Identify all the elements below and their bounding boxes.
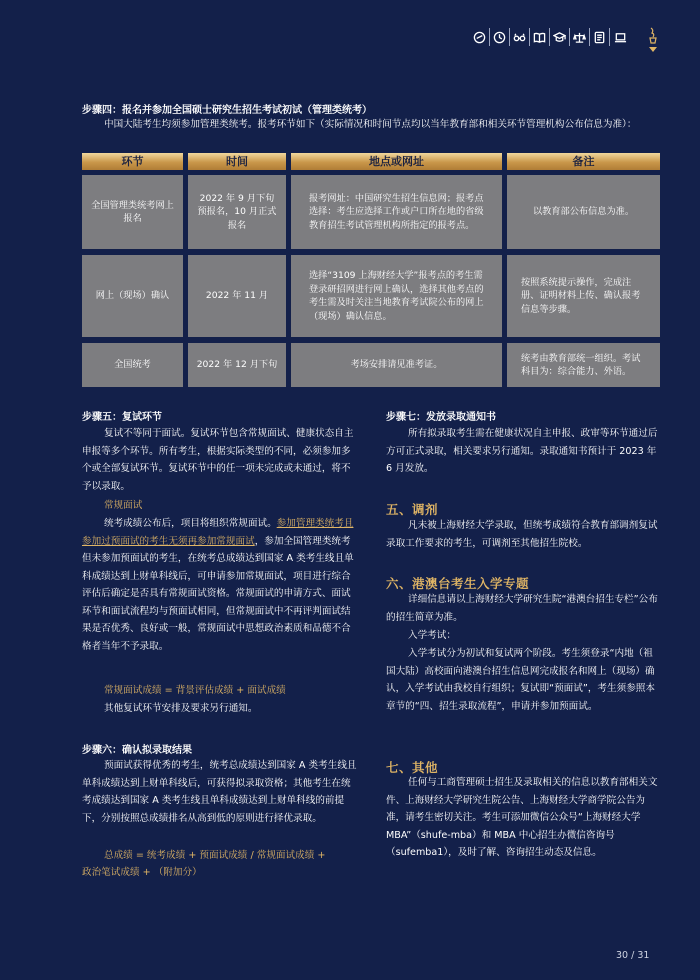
section5-heading: 五、调剂	[386, 502, 439, 517]
flag-icon[interactable]	[646, 26, 660, 54]
table-cell: 全国管理类统考网上报名	[82, 175, 183, 249]
laptop-icon[interactable]	[610, 28, 630, 46]
interview-text-b: ，参加全国管理类统考但未参加预面试的考生，在统考总成绩达到国家 A 类考生线且单科成绩达到上财单科线后，可申请参加常规面试，项目进行综合评估后确定是否具有常规面试资格。常规面试的申请方式、面试环节和面试流程均与预面试相同，但常规面试中不再评判面试结果是否优秀、良好或一般，常规面试中思想政治素质和品德不合格者当年不予录取。	[82, 535, 354, 652]
interview-highlight: 参加管理类统考且参加过预面试的考生无须再参加常规面试	[82, 518, 354, 547]
step6-formula-line2: 政治笔试成绩 + （附加分）	[82, 867, 202, 878]
table-cell: 报考网址：中国研究生招生信息网；报考点选择：考生应选择工作或户口所在地的省级教育招生考试管理机构所指定的报考点。	[291, 175, 502, 249]
step5-interview-paragraph	[82, 515, 358, 655]
step6-heading: 步骤六：确认拟录取结果	[82, 745, 192, 756]
section7-heading: 七、其他	[386, 760, 439, 775]
table-header-location: 地点或网址	[291, 153, 502, 170]
badge-icon[interactable]	[470, 28, 490, 46]
step7-paragraph: 所有拟录取考生需在健康状况自主申报、政审等环节通过后方可正式录取，相关要求另行通知。录取通知书预计于 2023 年 6 月发放。	[386, 428, 658, 474]
table-cell: 考场安排请见准考证。	[291, 343, 502, 387]
step4-intro: 中国大陆考生均须参加管理类统考。报考环节如下（实际情况和时间节点均以当年教育部和相关环节管理机构公布信息为准）：	[104, 119, 637, 130]
book-icon[interactable]	[530, 28, 550, 46]
section6-paragraph: 详细信息请以上海财经大学研究生院“港澳台招生专栏”公布的招生简章为准。	[386, 594, 658, 623]
table-cell: 2022 年 12 月下旬	[188, 343, 286, 387]
table-cell: 选择“3109 上海财经大学”报考点的考生需登录研招网进行网上确认，选择其他考点的考生需及时关注当地教育考试院公布的网上（现场）确认信息。	[291, 255, 502, 337]
section7-paragraph: 任何与工商管理硕士招生及录取相关的信息以教育部相关文件、上海财经大学研究生院公告、上海财经大学商学院公告为准，请考生密切关注。考生可添加微信公众号“上海财经大学 MBA”（shufe-mba）和 MBA 中心招生办微信咨询号（sufemba1），及时了解、咨询招生动态及信息。	[386, 777, 658, 858]
table-cell: 2022 年 11 月	[188, 255, 286, 337]
step5-formula: 常规面试成绩 = 背景评估成绩 + 面试成绩	[104, 685, 286, 696]
table-header-stage: 环节	[82, 153, 183, 170]
step7-heading: 步骤七：发放录取通知书	[386, 412, 496, 423]
table-cell: 以教育部公布信息为准。	[507, 175, 660, 249]
table-header-time: 时间	[188, 153, 286, 170]
document-icon[interactable]	[590, 28, 610, 46]
section6-heading: 六、港澳台考生入学专题	[386, 576, 530, 591]
table-cell: 2022 年 9 月下旬预报名，10 月正式报名	[188, 175, 286, 249]
clock-icon[interactable]	[490, 28, 510, 46]
step4-heading: 步骤四：报名并参加全国硕士研究生招生考试初试（管理类统考）	[82, 105, 372, 116]
table-cell: 网上（现场）确认	[82, 255, 183, 337]
step5-paragraph: 复试不等同于面试。复试环节包含常规面试、健康状态自主申报等多个环节。所有考生，根据实际类型的不同，必须参加多个或全部复试环节。复试环节中的任一项未完成或未通过，将不予以录取。	[82, 428, 354, 492]
graduate-icon[interactable]	[550, 28, 570, 46]
section5-paragraph: 凡未被上海财经大学录取，但统考成绩符合教育部调剂复试录取工作要求的考生，可调剂至其他招生院校。	[386, 520, 658, 549]
section6-exam-label: 入学考试：	[408, 630, 456, 641]
glasses-icon[interactable]	[510, 28, 530, 46]
step5-subheading: 常规面试	[104, 500, 143, 511]
scale-icon[interactable]	[570, 28, 590, 46]
table-cell: 按照系统提示操作，完成注册、证明材料上传、确认报考信息等步骤。	[507, 255, 660, 337]
page-number: 30 / 31	[616, 950, 650, 961]
step6-paragraph: 预面试获得优秀的考生，统考总成绩达到国家 A 类考生线且单科成绩达到上财单科线后，可获得拟录取资格；其他考生在统考成绩达到国家 A 类考生线且单科成绩达到上财单科线的前提下，分别按照总成绩排名从高到低的原则进行择优录取。	[82, 760, 357, 824]
step5-heading: 步骤五：复试环节	[82, 412, 162, 423]
interview-text-a: 统考成绩公布后，项目将组织常规面试。	[104, 518, 277, 529]
section6-exam-paragraph: 入学考试分为初试和复试两个阶段。考生须登录“内地（祖国大陆）高校面向港澳台招生信息网完成报名和网上（现场）确认，入学考试由我校自行组织；复试即“预面试”，考生须参照本章节的“四、招生录取流程”，申请并参加预面试。	[386, 648, 655, 712]
top-nav-icons	[470, 28, 630, 46]
table-header-notes: 备注	[507, 153, 660, 170]
table-cell: 统考由教育部统一组织。考试科目为：综合能力、外语。	[507, 343, 660, 387]
step5-note: 其他复试环节安排及要求另行通知。	[104, 703, 258, 714]
step6-formula-line1: 总成绩 = 统考成绩 + 预面试成绩 / 常规面试成绩 +	[104, 850, 326, 861]
table-cell: 全国统考	[82, 343, 183, 387]
